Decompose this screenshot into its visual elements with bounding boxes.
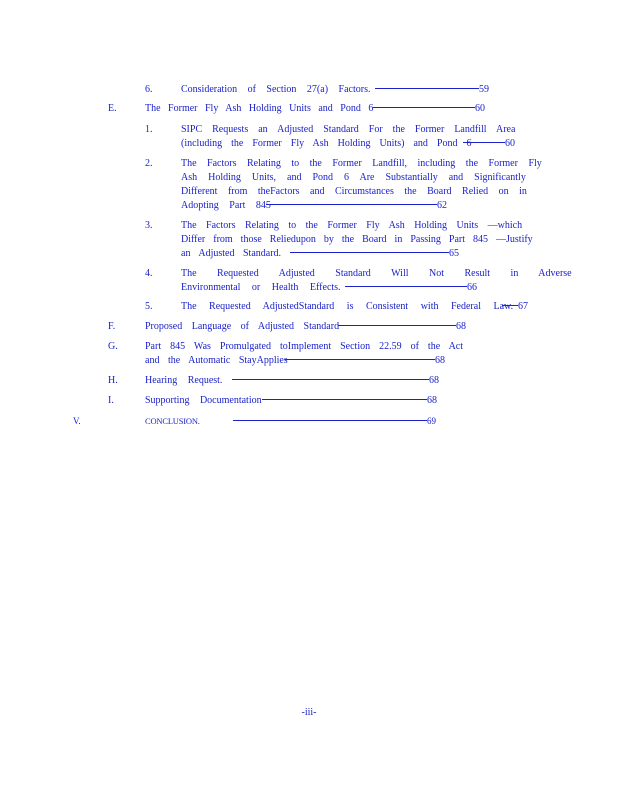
toc-entry-number: H. [108,375,118,386]
toc-entry-text: The Requested Adjusted Standard Will Not Result in Adverse [181,268,572,279]
toc-entry-number: G. [108,341,118,352]
toc-entry-text: Environmental or Health Effects. [181,282,341,293]
toc-entry-number: 1. [145,124,153,135]
toc-entry-text: CONCLUSION. [145,416,200,426]
toc-page-number: 66 [467,282,477,293]
toc-leader [290,247,449,261]
toc-leader [232,374,429,388]
toc-entry-text: Hearing Request. [145,375,223,386]
toc-entry-number: 5. [145,301,153,312]
toc-entry-text: The Factors Relating to the Former Landfill, including the Former Fly [181,158,542,169]
toc-entry-text: Differ from those Reliedupon by the Board in Passing Part 845 —Justify [181,234,533,245]
toc-entry-number: E. [108,103,117,114]
toc-entry-number: 4. [145,268,153,279]
toc-leader [502,300,518,314]
toc-leader [345,281,467,295]
toc-entry-number: F. [108,321,116,332]
toc-leader [285,354,435,368]
toc-page-number: 67 [518,301,528,312]
toc-entry-number: V. [73,416,81,426]
toc-page-number: 68 [429,375,439,386]
page-footer-number: -iii- [301,707,317,718]
toc-page-number: 69 [427,416,436,426]
toc-entry-text: SIPC Requests an Adjusted Standard For the Former Landfill Area [181,124,516,135]
toc-entry-text: The Former Fly Ash Holding Units and Pond 6 [145,103,374,114]
toc-entry-text: Adopting Part 845 [181,200,271,211]
toc-entry-text: and the Automatic StayApplies [145,355,288,366]
toc-page-number: 68 [427,395,437,406]
toc-entry-text: Part 845 Was Promulgated toImplement Section 22.59 of the Act [145,341,464,352]
toc-entry-text: an Adjusted Standard. [181,248,282,259]
toc-entry-text: Ash Holding Units, and Pond 6 Are Substantially and Significantly [181,172,526,183]
toc-entry-number: I. [108,395,114,406]
toc-entry-text: Supporting Documentation [145,395,262,406]
toc-leader [233,414,427,428]
toc-page-number: 65 [449,248,459,259]
toc-leader [463,137,505,151]
toc-page-number: 59 [479,84,489,95]
toc-leader [338,320,456,334]
toc-entry-number: 2. [145,158,153,169]
toc-leader [373,102,475,116]
toc-entry-text: Proposed Language of Adjusted Standard [145,321,340,332]
toc-page-number: 60 [475,103,485,114]
toc-entry-number: 6. [145,84,153,95]
toc-entry-number: 3. [145,220,153,231]
toc-entry-text: Different from theFactors and Circumstances the Board Relied on in [181,186,527,197]
toc-page-number: 68 [456,321,466,332]
toc-leader [266,199,437,213]
toc-entry-text: Consideration of Section 27(a) Factors. [181,84,371,95]
toc-entry-text: The Factors Relating to the Former Fly Ash Holding Units —which [181,220,523,231]
toc-page-number: 62 [437,200,447,211]
toc-entry-text: The Requested AdjustedStandard is Consistent with Federal Law. [181,301,514,312]
toc-page-number: 60 [505,138,515,149]
toc-page-number: 68 [435,355,445,366]
toc-entry-text: (including the Former Fly Ash Holding Units) and Pond 6 [181,138,472,149]
toc-leader [262,394,427,408]
toc-leader [375,83,479,97]
